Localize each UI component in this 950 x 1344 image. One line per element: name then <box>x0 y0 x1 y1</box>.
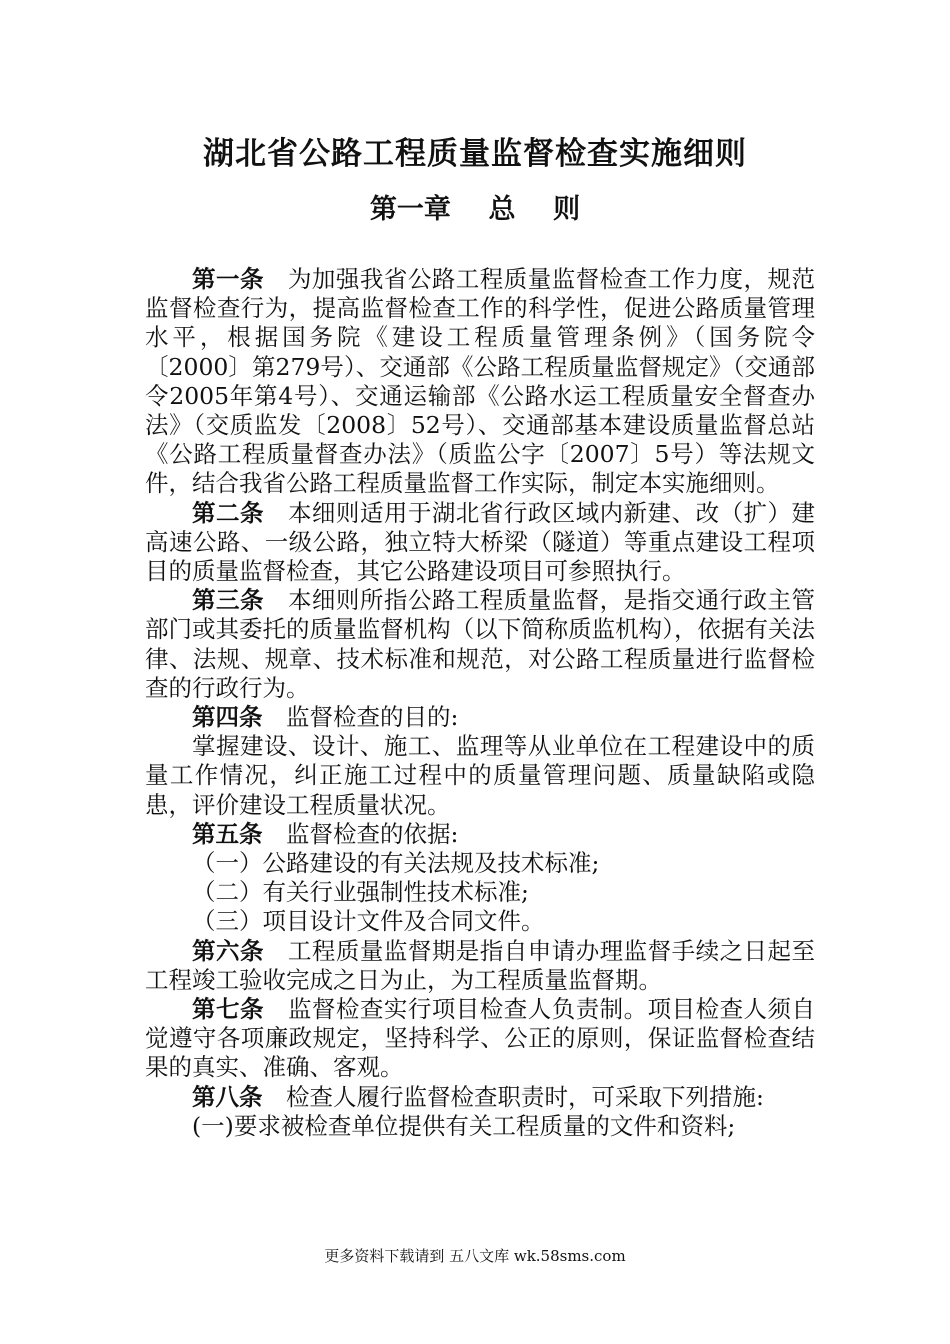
article-text: （二）有关行业强制性技术标准; <box>192 878 529 907</box>
article-text: 工程质量监督期是指自申请办理监督手续之日起至工程竣工验收完成之日为止，为工程质量监督期。 <box>145 936 816 994</box>
footer-note: 更多资料下载请到 五八文库 wk.58sms.com <box>324 1247 626 1265</box>
article-label: 第五条 <box>192 819 263 848</box>
article-text: 本细则所指公路工程质量监督，是指交通行政主管部门或其委托的质量监督机构（以下简称质监机构），依据有关法律、法规、规章、技术标准和规范，对公路工程质量进行监督检查的行政行为。 <box>145 586 816 702</box>
article-3 <box>145 586 815 703</box>
chapter-heading: 第一章 总 则 <box>369 194 581 225</box>
article-label: 第一条 <box>192 265 264 293</box>
article-5-item-1 <box>145 849 815 878</box>
article-5-item-2 <box>145 878 815 907</box>
article-label: 第八条 <box>192 1082 263 1111</box>
article-label: 第二条 <box>192 498 264 527</box>
document-title: 湖北省公路工程质量监督检查实施细则 <box>203 136 747 172</box>
article-label: 第四条 <box>192 703 263 732</box>
article-text: 为加强我省公路工程质量监督检查工作力度，规范监督检查行为，提高监督检查工作的科学性，促进公路质量管理水平，根据国务院《建设工程质量管理条例》（国务院令〔2000〕第279号）、交通部《公路工程质量监督规定》（交通部令2005年第4号）、交通运输部《公路水运工程质量安全督查办法》（交质监发〔2008〕52号）、交通部基本建设质量监督总站《公路工程质量督查办法》（质监公字〔2007〕5号）等法规文件，结合我省公路工程质量监督工作实际，制定本实施细则。 <box>145 265 816 498</box>
article-text: 本细则适用于湖北省行政区域内新建、改（扩）建高速公路、一级公路，独立特大桥梁（隧道）等重点建设工程项目的质量监督检查，其它公路建设项目可参照执行。 <box>145 498 816 586</box>
article-7 <box>145 995 815 1083</box>
article-5 <box>145 820 815 849</box>
article-label: 第六条 <box>192 936 264 965</box>
article-label: 第七条 <box>192 995 264 1024</box>
article-8 <box>145 1083 815 1112</box>
article-2 <box>145 499 815 587</box>
article-text: （三）项目设计文件及合同文件。 <box>192 907 545 936</box>
article-text: 监督检查的依据: <box>286 819 459 848</box>
article-5-item-3 <box>145 907 815 936</box>
article-text: （一）公路建设的有关法规及技术标准; <box>192 849 600 878</box>
article-1 <box>145 265 815 499</box>
article-4 <box>145 703 815 732</box>
article-text: (一)要求被检查单位提供有关工程质量的文件和资料; <box>192 1111 736 1140</box>
article-text: 检查人履行监督检查职责时，可采取下列措施: <box>286 1082 764 1111</box>
article-text: 掌握建设、设计、施工、监理等从业单位在工程建设中的质量工作情况，纠正施工过程中的质量管理问题、质量缺陷或隐患，评价建设工程质量状况。 <box>145 732 815 819</box>
article-6 <box>145 937 815 995</box>
article-text: 监督检查实行项目检查人负责制。项目检查人须自觉遵守各项廉政规定，坚持科学、公正的原则，保证监督检查结果的真实、准确、客观。 <box>145 995 816 1082</box>
article-label: 第三条 <box>192 586 264 615</box>
article-8-item-1 <box>145 1112 815 1141</box>
article-4-body <box>145 732 815 820</box>
document-body <box>145 265 815 1141</box>
article-text: 监督检查的目的: <box>286 703 459 732</box>
